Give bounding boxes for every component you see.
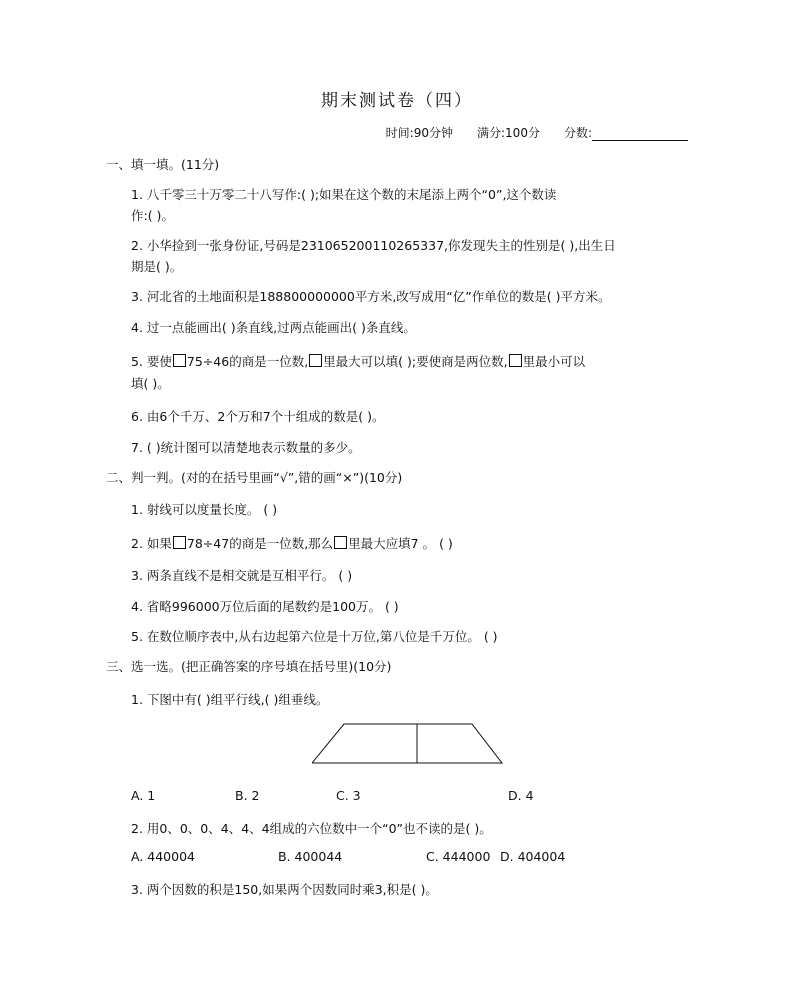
section-3-title: 三、选一选。(把正确答案的序号填在括号里)(10分) — [106, 659, 392, 674]
s2-q5: 5. 在数位顺序表中,从右边起第六位是十万位,第八位是千万位。 ( ) — [131, 629, 498, 644]
time-label: 时间:90分钟 — [385, 126, 453, 140]
trapezoid-outline — [312, 724, 502, 763]
s3-q1-option-d: D. 4 — [508, 788, 534, 803]
blank-square-icon — [173, 536, 186, 549]
exam-meta — [386, 124, 688, 141]
s1-q5-line1 — [131, 352, 585, 370]
score-field[interactable] — [564, 124, 688, 141]
s1-q7: 7. ( )统计图可以清楚地表示数量的多少。 — [131, 440, 361, 455]
s3-q1-option-b: B. 2 — [235, 788, 260, 803]
s2-q2-part3: 里最大应填7 。 ( ) — [348, 536, 453, 551]
s2-q3: 3. 两条直线不是相交就是互相平行。 ( ) — [131, 568, 353, 583]
score-label: 分数: — [563, 126, 592, 140]
s1-q2-line2: 期是( )。 — [131, 259, 183, 274]
s1-q5-line2: 填( )。 — [131, 376, 170, 391]
section-2-title: 二、判一判。(对的在括号里画“√”,错的画“×”)(10分) — [106, 470, 403, 485]
s3-q2-option-b: B. 400044 — [278, 849, 343, 864]
s3-q2-option-a: A. 440004 — [131, 849, 195, 864]
s1-q2-line1: 2. 小华捡到一张身份证,号码是231065200110265337,你发现失主的性别是( ),出生日 — [131, 238, 616, 253]
blank-square-icon — [309, 354, 322, 367]
s2-q2 — [131, 534, 453, 552]
s2-q2-part2: 78÷47的商是一位数,那么 — [186, 536, 334, 551]
s1-q5-part2: 75÷46的商是一位数, — [186, 354, 309, 369]
s1-q5-part4: 里最小可以 — [522, 354, 586, 369]
s1-q5-part3: 里最大可以填( );要使商是两位数, — [323, 354, 508, 369]
s3-q2-option-c: C. 444000 — [426, 849, 491, 864]
blank-square-icon — [173, 354, 186, 367]
blank-square-icon — [509, 354, 522, 367]
s1-q4: 4. 过一点能画出( )条直线,过两点能画出( )条直线。 — [131, 320, 416, 335]
s2-q4: 4. 省略996000万位后面的尾数约是100万。 ( ) — [131, 599, 399, 614]
s1-q3: 3. 河北省的土地面积是188800000000平方米,改写成用“亿”作单位的数是( )平方米。 — [131, 289, 611, 304]
s3-q2: 2. 用0、0、0、4、4、4组成的六位数中一个“0”也不读的是( )。 — [131, 821, 492, 836]
section-1-title: 一、填一填。(11分) — [106, 157, 220, 172]
score-blank[interactable] — [592, 126, 688, 141]
s1-q6: 6. 由6个千万、2个万和7个十组成的数是( )。 — [131, 409, 385, 424]
page-title: 期末测试卷（四） — [321, 91, 473, 111]
s3-q2-option-d: D. 404004 — [500, 849, 566, 864]
full-score-label: 满分:100分 — [477, 126, 540, 140]
trapezoid-figure — [312, 723, 512, 765]
s1-q1-line1: 1. 八千零三十万零二十八写作:( );如果在这个数的末尾添上两个“0”,这个数读 — [131, 187, 557, 202]
s3-q1: 1. 下图中有( )组平行线,( )组垂线。 — [131, 692, 329, 707]
s2-q2-part1: 2. 如果 — [131, 536, 172, 551]
s3-q1-option-c: C. 3 — [336, 788, 361, 803]
s1-q5-part1: 5. 要使 — [131, 354, 172, 369]
s2-q1: 1. 射线可以度量长度。 ( ) — [131, 502, 278, 517]
s1-q1-line2: 作:( )。 — [131, 208, 174, 223]
blank-square-icon — [334, 536, 347, 549]
s3-q1-option-a: A. 1 — [131, 788, 156, 803]
s3-q3: 3. 两个因数的积是150,如果两个因数同时乘3,积是( )。 — [131, 882, 438, 897]
